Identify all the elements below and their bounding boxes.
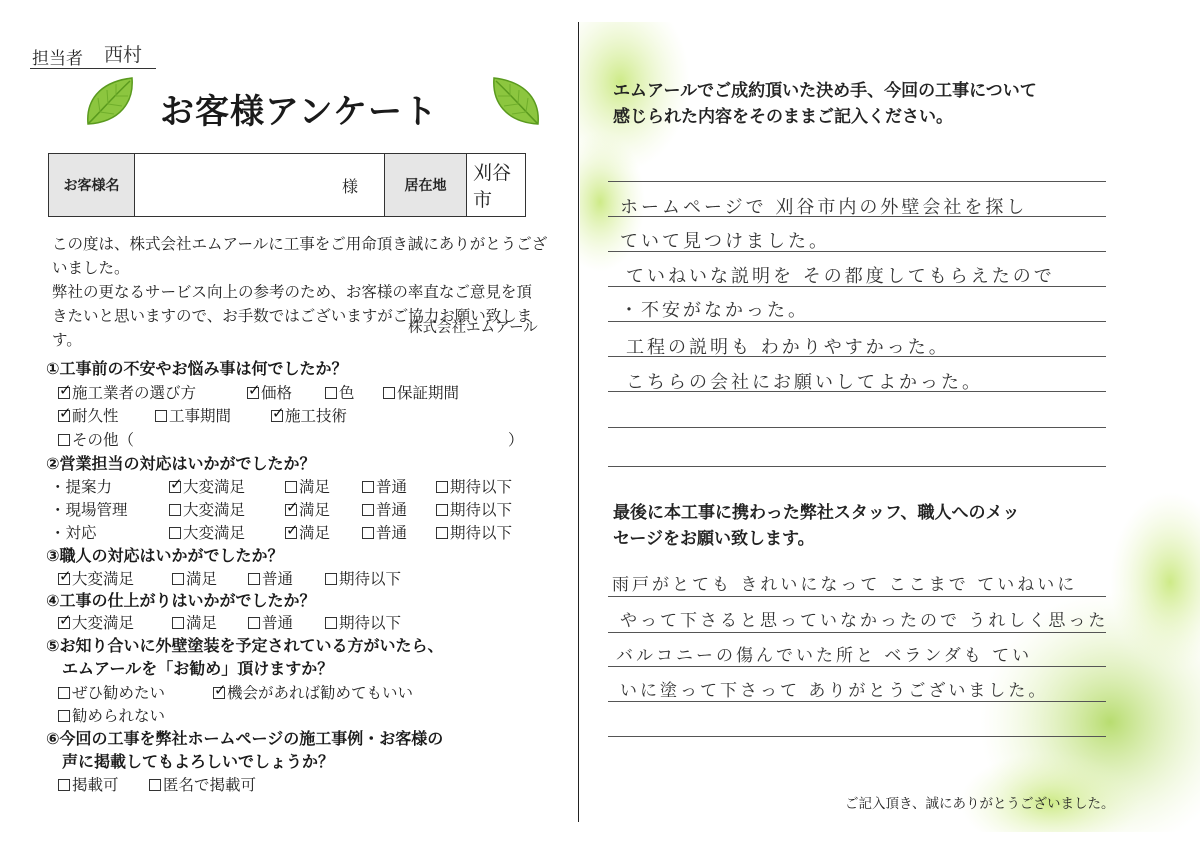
handwritten-answer-line: ていて見つけました。 <box>620 231 830 252</box>
q2-option[interactable]: 普通 <box>362 521 407 543</box>
ruled-line <box>608 736 1106 737</box>
q3-option[interactable]: ✓大変満足 <box>58 567 134 589</box>
checkbox-icon[interactable] <box>325 573 337 585</box>
handwritten-message-line: やって下さると思っていなかったので うれしく思った <box>620 611 1109 631</box>
handwritten-answer-line: ホームページで 刈谷市内の外壁会社を探し <box>620 197 1028 218</box>
checkbox-icon[interactable] <box>285 504 297 516</box>
checkbox-icon[interactable] <box>325 387 337 399</box>
checkbox-icon[interactable] <box>172 617 184 629</box>
q1-option[interactable]: 保証期間 <box>383 381 459 403</box>
q5-option[interactable]: ぜひ勧めたい <box>58 681 165 703</box>
checkbox-icon[interactable] <box>271 410 283 422</box>
staff-label: 担当者 <box>32 49 83 69</box>
q1-option[interactable]: ✓ 施工技術 <box>271 404 347 426</box>
q3-option[interactable]: 普通 <box>248 567 293 589</box>
q2-option[interactable]: 満足 <box>285 475 330 497</box>
leaf-icon <box>486 72 546 132</box>
q1-option-other[interactable]: その他（ <box>58 428 134 450</box>
company-name: 株式会社エムアール <box>408 320 538 336</box>
checkbox-icon[interactable] <box>436 527 448 539</box>
q6-option[interactable]: 掲載可 <box>58 773 119 795</box>
question-2-title: ②営業担当の対応はいかがでしたか？ <box>46 454 316 473</box>
ruled-line <box>608 466 1106 467</box>
ruled-line <box>608 427 1106 428</box>
q2-row-label: ・現場管理 <box>50 501 128 519</box>
checkbox-icon[interactable] <box>172 573 184 585</box>
ruled-line <box>608 596 1106 597</box>
checkbox-icon[interactable] <box>58 687 70 699</box>
checkbox-icon[interactable] <box>169 481 181 493</box>
q2-option[interactable]: ✓ 満足 <box>285 521 330 543</box>
checkbox-icon[interactable] <box>248 617 260 629</box>
checkbox-icon[interactable] <box>383 387 395 399</box>
ruled-line <box>608 181 1106 182</box>
page-title: お客様アンケート <box>160 92 438 132</box>
checkbox-icon[interactable] <box>155 410 167 422</box>
q5-option[interactable]: ✓ 機会があれば勧めてもいい <box>213 681 413 703</box>
handwritten-message-line: 雨戸がとても きれいになって ここまで ていねいに <box>612 575 1078 595</box>
q2-row-label: ・対応 <box>50 524 97 542</box>
q1-option[interactable]: ✓ 価格 <box>247 381 292 403</box>
q1-option[interactable]: 色 <box>325 381 355 403</box>
checkbox-icon[interactable] <box>362 481 374 493</box>
checkbox-icon[interactable] <box>213 687 225 699</box>
q2-option[interactable]: ✓ 大変満足 <box>169 475 245 497</box>
checkbox-icon[interactable] <box>436 504 448 516</box>
residence-label: 居在地 <box>385 154 467 216</box>
q1-option[interactable]: 工事期間 <box>155 404 231 426</box>
checkbox-icon[interactable] <box>58 573 70 585</box>
q1-option[interactable]: ✓耐久性 <box>58 404 119 426</box>
q2-row-label: ・提案力 <box>50 478 113 496</box>
customer-name-label: お客様名 <box>49 154 135 216</box>
ruled-line <box>608 701 1106 702</box>
message-question: 最後に本工事に携わった弊社スタッフ、職人へのメッ セージをお願い致します。 <box>613 503 1020 549</box>
column-divider <box>578 22 579 822</box>
q4-option[interactable]: 満足 <box>172 611 217 633</box>
question-3-title: ③職人の対応はいかがでしたか？ <box>46 546 284 565</box>
checkbox-icon[interactable] <box>58 779 70 791</box>
checkbox-icon[interactable] <box>248 573 260 585</box>
q6-option[interactable]: 匿名で掲載可 <box>149 773 256 795</box>
checkbox-icon[interactable] <box>325 617 337 629</box>
closing-message: ご記入頂き、誠にありがとうございました。 <box>845 796 1115 812</box>
reason-question: エムアールでご成約頂いた決め手、今回の工事について 感じられた内容をそのままご記入ください。 <box>613 81 1037 127</box>
q1-option[interactable]: ✓施工業者の選び方 <box>58 381 196 403</box>
q2-option[interactable]: 期待以下 <box>436 498 512 520</box>
question-1-title: ①工事前の不安やお悩み事は何でしたか？ <box>46 359 348 378</box>
question-6-title-2: 声に掲載してもよろしいでしょうか？ <box>62 752 335 771</box>
q1-other-close: ） <box>508 431 524 449</box>
handwritten-answer-line: ていねいな説明を その都度してもらえたので <box>626 266 1055 287</box>
handwritten-answer-line: 工程の説明も わかりやすかった。 <box>626 337 950 358</box>
handwritten-answer-line: こちらの会社にお願いしてよかった。 <box>626 372 983 393</box>
q2-option[interactable]: 大変満足 <box>169 498 245 520</box>
checkbox-icon[interactable] <box>247 387 259 399</box>
customer-suffix: 様 <box>341 176 358 196</box>
intro-line: この度は、株式会社エムアールに工事をご用命頂き誠にありがとうござ <box>52 235 548 253</box>
checkbox-icon[interactable] <box>149 779 161 791</box>
handwritten-message-line: バルコニーの傷んでいた所と ベランダも てい <box>616 646 1033 666</box>
question-6-title: ⑥今回の工事を弊社ホームページの施工事例・お客様の <box>46 729 444 748</box>
customer-info-table <box>48 153 526 217</box>
checkbox-icon[interactable] <box>169 527 181 539</box>
staff-underline <box>30 68 156 69</box>
checkbox-icon[interactable] <box>58 617 70 629</box>
q4-option[interactable]: ✓大変満足 <box>58 611 134 633</box>
checkbox-icon[interactable] <box>58 434 70 446</box>
checkbox-icon[interactable] <box>285 481 297 493</box>
intro-line: いました。 <box>52 259 130 277</box>
residence-field[interactable]: 刈谷 市 <box>473 162 512 211</box>
q2-option[interactable]: 期待以下 <box>436 521 512 543</box>
q2-option[interactable]: 期待以下 <box>436 475 512 497</box>
checkbox-icon[interactable] <box>169 504 181 516</box>
q4-option[interactable]: 期待以下 <box>325 611 401 633</box>
intro-line: 弊社の更なるサービス向上の参考のため、お客様の率直なご意見を頂 <box>52 283 532 301</box>
q2-option[interactable]: 普通 <box>362 498 407 520</box>
q3-option[interactable]: 期待以下 <box>325 567 401 589</box>
question-4-title: ④工事の仕上がりはいかがでしたか？ <box>46 591 316 610</box>
intro-line: きたいと思いますので、お手数ではございますがご協力お願い致します。 <box>52 307 533 349</box>
q4-option[interactable]: 普通 <box>248 611 293 633</box>
question-5-title: ⑤お知り合いに外壁塗装を予定されている方がいたら、 <box>46 636 444 655</box>
checkbox-icon[interactable] <box>362 504 374 516</box>
checkbox-icon[interactable] <box>58 387 70 399</box>
checkbox-icon[interactable] <box>362 527 374 539</box>
checkbox-icon[interactable] <box>436 481 448 493</box>
handwritten-answer-line: ・不安がなかった。 <box>620 300 809 321</box>
checkbox-icon[interactable] <box>58 410 70 422</box>
q3-option[interactable]: 満足 <box>172 567 217 589</box>
question-5-title-2: エムアールを「お勧め」頂けますか？ <box>62 659 334 678</box>
checkbox-icon[interactable] <box>285 527 297 539</box>
q2-option[interactable]: 大変満足 <box>169 521 245 543</box>
staff-name: 西村 <box>104 44 143 66</box>
handwritten-message-line: いに塗って下さって ありがとうございました。 <box>620 681 1049 701</box>
q2-option[interactable]: ✓ 満足 <box>285 498 330 520</box>
q5-option[interactable]: 勧められない <box>58 704 165 726</box>
ruled-line <box>608 666 1106 667</box>
customer-name-field[interactable] <box>135 154 385 216</box>
leaf-icon <box>80 72 140 132</box>
ruled-line <box>608 632 1106 633</box>
checkbox-icon[interactable] <box>58 710 70 722</box>
q2-option[interactable]: 普通 <box>362 475 407 497</box>
